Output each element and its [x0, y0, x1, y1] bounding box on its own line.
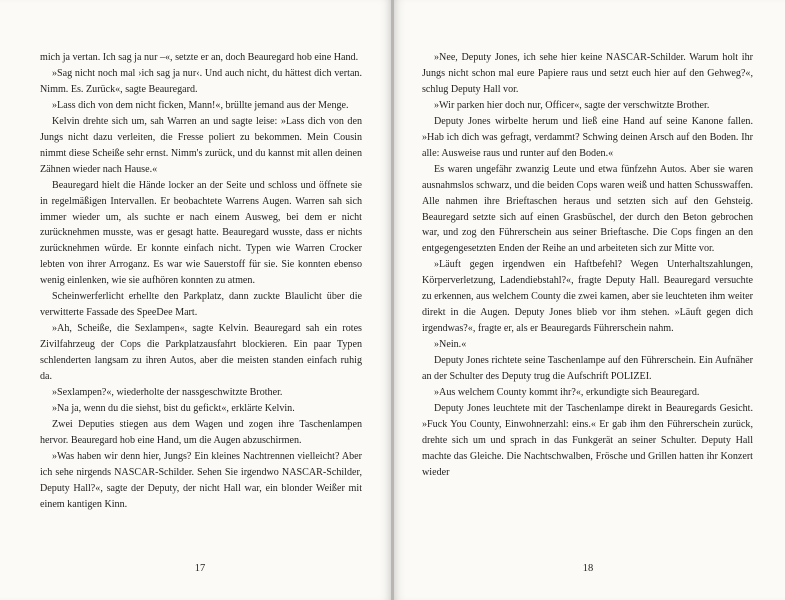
paragraph: Kelvin drehte sich um, sah Warren an und sagte leise: »Lass dich von den Jungs nicht dazu verleiten, die Fresse poliert zu bekommen. Mein Cousin nimmt diese Scheiße sehr ernst. Nimm's zurück, und du kannst mit allen deinen Zähnen wieder nach Hause.«: [40, 115, 362, 175]
paragraph: »Nein.«: [434, 339, 467, 351]
paragraph: Zwei Deputies stiegen aus dem Wagen und zogen ihre Taschenlampen hervor. Beauregard hob eine Hand, um die Augen abzuschirmen.: [40, 418, 362, 446]
page-number: 17: [194, 563, 206, 574]
paragraph: »Läuft gegen irgendwen ein Haftbefehl? Wegen Unterhaltszahlungen, Körperverletzung, Ladendiebstahl?«, fragte Deputy Hall. Beauregard versuchte zu erkennen, aus welchem County die zwei kamen, aber sie leuchteten ihm weiter direkt in die Augen. Deputy Jones blieb vor ihm stehen. »Läuft gegen dich irgendwas?«, fragte er, als er Beauregards Führerschein nahm.: [422, 259, 753, 335]
paragraph: »Lass dich von dem nicht ficken, Mann!«, brüllte jemand aus der Menge.: [52, 99, 349, 111]
paragraph: »Ah, Scheiße, die Sexlampen«, sagte Kelvin. Beauregard sah ein rotes Zivilfahrzeug der Cops die Parkplatzausfahrt blockieren. Ein paar Typen schlenderten langsam zu ihren Autos, aber die meisten standen einfach ruhig da.: [40, 323, 362, 383]
paragraph: Deputy Jones leuchtete mit der Taschenlampe direkt in Beauregards Gesicht. »Fuck You County, Einwohnerzahl: eins.« Er gab ihm den Führerschein zurück, drehte sich um und sprach in das Funkgerät an seiner Schulter. Deputy Hall machte das Gleiche. Die Nachtschwalben, Frösche und Grillen hatten ihr Konzert wieder: [422, 402, 753, 478]
paragraph: Scheinwerferlicht erhellte den Parkplatz, dann zuckte Blaulicht über die verwitterte Fassade des SpeeDee Mart.: [40, 291, 362, 319]
right-page-text: [422, 50, 753, 481]
paragraph: »Sexlampen?«, wiederholte der nassgeschwitzte Brother.: [52, 387, 283, 399]
paragraph: »Aus welchem County kommt ihr?«, erkundigte sich Beauregard.: [434, 387, 700, 399]
paragraph: mich ja vertan. Ich sag ja nur –«, setzte er an, doch Beauregard hob eine Hand.: [40, 52, 359, 63]
page-number: 18: [582, 563, 594, 574]
paragraph: »Na ja, wenn du die siehst, bist du gefickt«, erklärte Kelvin.: [52, 402, 295, 414]
paragraph: »Was haben wir denn hier, Jungs? Ein kleines Nachtrennen vielleicht? Aber ich sehe nirgends NASCAR-Schilder. Sehen Sie irgendwo NASCAR-Schilder, Deputy Hall?«, sagte der Deputy, der nicht Hall war, ein blonder Weißer mit einem kantigen Kinn.: [40, 450, 362, 510]
left-page: [0, 0, 391, 600]
paragraph: Deputy Jones richtete seine Taschenlampe auf den Führerschein. Ein Aufnäher an der Schulter des Deputy trug die Aufschrift POLIZEI.: [422, 355, 753, 383]
paragraph: Es waren ungefähr zwanzig Leute und etwa fünfzehn Autos. Aber sie waren ausnahmslos schwarz, und die beiden Cops waren weiß und hatten Schusswaffen. Alle nahmen ihre Brieftaschen heraus und setzten sich auf den Gehsteig. Beauregard setzte sich auf einen Grasbüschel, der durch den Beton gebrochen war, und zog den Führerschein aus seiner Brieftasche. Die Cops fingen an den entgegengesetzten Enden der Reihe an und arbeiteten sich zur Mitte vor.: [422, 163, 753, 255]
left-page-text: [40, 50, 362, 513]
paragraph: »Wir parken hier doch nur, Officer«, sagte der verschwitzte Brother.: [434, 99, 710, 111]
paragraph: »Nee, Deputy Jones, ich sehe hier keine NASCAR-Schilder. Warum holt ihr Jungs nicht schon mal eure Papiere raus und setzt euch hier auf den Gehweg?«, schlug Deputy Hall vor.: [422, 52, 753, 95]
right-page: [394, 0, 785, 600]
paragraph: Deputy Jones wirbelte herum und ließ eine Hand auf seine Kanone fallen. »Hab ich dich was gefragt, verdammt? Schwing deinen Arsch auf den Boden. Ihr alle: Ausweise raus und runter auf den Boden.«: [422, 115, 753, 159]
paragraph: »Sag nicht noch mal ›ich sag ja nur‹. Und auch nicht, du hättest dich vertan. Nimm. Es. Zurück«, sagte Beauregard.: [40, 67, 362, 95]
paragraph: Beauregard hielt die Hände locker an der Seite und schloss und öffnete sie in regelmäßigen Intervallen. Er beobachtete Warrens Augen. Warren sah sich immer wieder um, als suchte er nach einem Ausweg, bei dem er nicht zurücknehmen musste, was er gesagt hatte. Beauregard wusste, dass er nichts zurücknehmen würde. Er konnte einfach nicht. Typen wie Warren Crocker lebten von ihrer Arroganz. Es war wie Sauerstoff für sie. Sie konnten ebenso wenig einlenken, wie sie aufhören konnten zu atmen.: [40, 179, 362, 287]
